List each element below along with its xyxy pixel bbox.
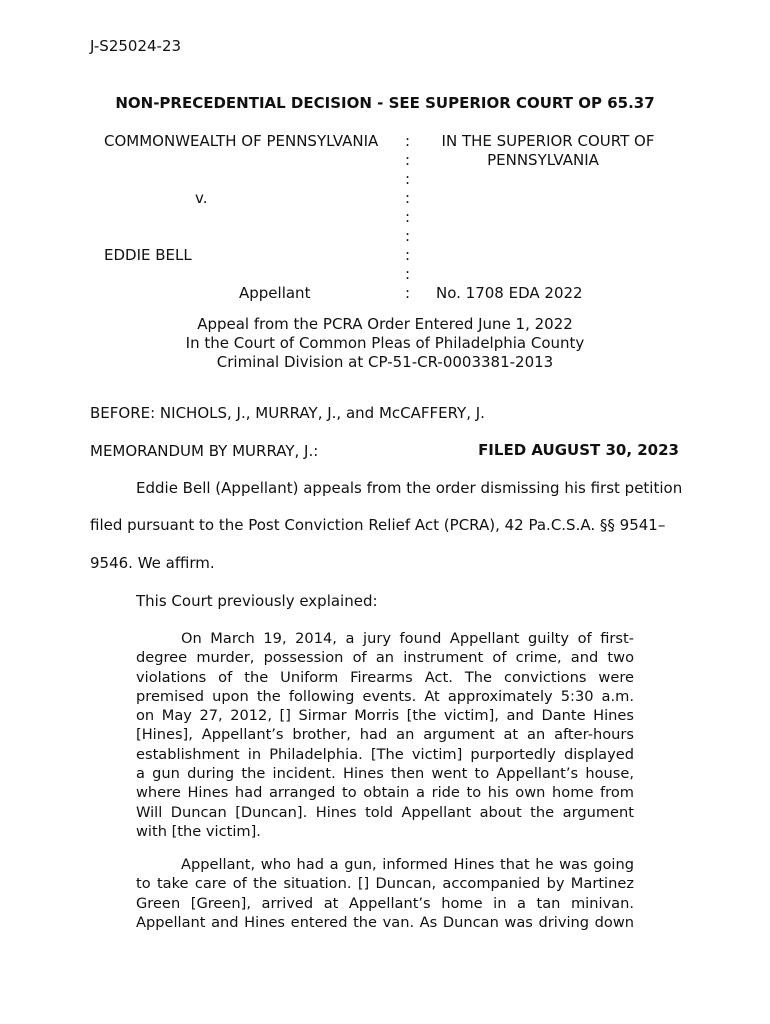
versus-label: v.: [195, 189, 208, 207]
court-name-line1: IN THE SUPERIOR COURT OF: [441, 132, 655, 150]
left-party: COMMONWEALTH OF PENNSYLVANIA: [104, 132, 379, 150]
quote-line: Appellant, who had a gun, informed Hines that he was going: [181, 856, 634, 873]
body-paragraph-line: This Court previously explained:: [136, 592, 378, 610]
quote-line: violations of the Uniform Firearms Act. The convictions were: [136, 668, 634, 686]
quote-line: where Hines had arranged to obtain a ride to his own home from: [136, 784, 634, 802]
memorandum-author: MEMORANDUM BY MURRAY, J.:: [90, 442, 319, 460]
quote-line: Appellant and Hines entered the van. As Duncan was driving down: [136, 913, 634, 931]
quote-line: premised upon the following events. At approximately 5:30 a.m.: [136, 687, 634, 705]
block-quote: [136, 855, 634, 932]
appeal-line-2: In the Court of Common Pleas of Philadelphia County: [185, 334, 585, 352]
body-paragraph-line: 9546. We affirm.: [90, 554, 215, 572]
caption-colon: :: [405, 227, 411, 245]
caption-colon: :: [405, 151, 411, 169]
docket-number: No. 1708 EDA 2022: [436, 284, 583, 302]
docket-code: J-S25024-23: [90, 37, 182, 55]
quote-line: to take care of the situation. [] Duncan, accompanied by Martinez: [136, 875, 634, 893]
quote-line: establishment in Philadelphia. [The victim] purportedly displayed: [136, 745, 634, 763]
appeal-line-1: Appeal from the PCRA Order Entered June 1, 2022: [197, 315, 573, 333]
quote-line: [Hines], Appellant’s brother, had an argument at an after-hours: [136, 726, 634, 744]
non-precedential-notice: NON-PRECEDENTIAL DECISION - SEE SUPERIOR COURT OP 65.37: [115, 94, 655, 112]
appeal-line-3: Criminal Division at CP-51-CR-0003381-2013: [216, 353, 554, 371]
quote-line: Will Duncan [Duncan]. Hines told Appellant about the argument: [136, 803, 634, 821]
caption-colon: :: [405, 189, 411, 207]
body-paragraph-line: filed pursuant to the Post Conviction Relief Act (PCRA), 42 Pa.C.S.A. §§ 9541–: [90, 516, 666, 534]
caption-colon: :: [405, 132, 411, 150]
filed-date: FILED AUGUST 30, 2023: [478, 441, 679, 459]
quote-line: with [the victim].: [136, 822, 261, 840]
court-name-line2: PENNSYLVANIA: [487, 151, 599, 169]
block-quote: [136, 629, 634, 841]
caption-colon: :: [405, 208, 411, 226]
quote-line: on May 27, 2012, [] Sirmar Morris [the victim], and Dante Hines: [136, 707, 634, 725]
caption-colon: :: [405, 170, 411, 188]
quote-line: On March 19, 2014, a jury found Appellant guilty of first-: [181, 630, 634, 647]
body-paragraph-line: Eddie Bell (Appellant) appeals from the order dismissing his first petition: [136, 479, 683, 497]
quote-line: Green [Green], arrived at Appellant’s home in a tan minivan.: [136, 894, 634, 912]
right-party: EDDIE BELL: [104, 246, 192, 264]
caption-colon: :: [405, 284, 411, 302]
caption-colon: :: [405, 246, 411, 264]
appellant-role: Appellant: [239, 284, 311, 302]
quote-line: degree murder, possession of an instrument of crime, and two: [136, 649, 634, 667]
quote-line: a gun during the incident. Hines then went to Appellant’s house,: [136, 765, 634, 783]
caption-colon: :: [405, 265, 411, 283]
panel-before-line: BEFORE: NICHOLS, J., MURRAY, J., and McCAFFERY, J.: [90, 404, 485, 422]
